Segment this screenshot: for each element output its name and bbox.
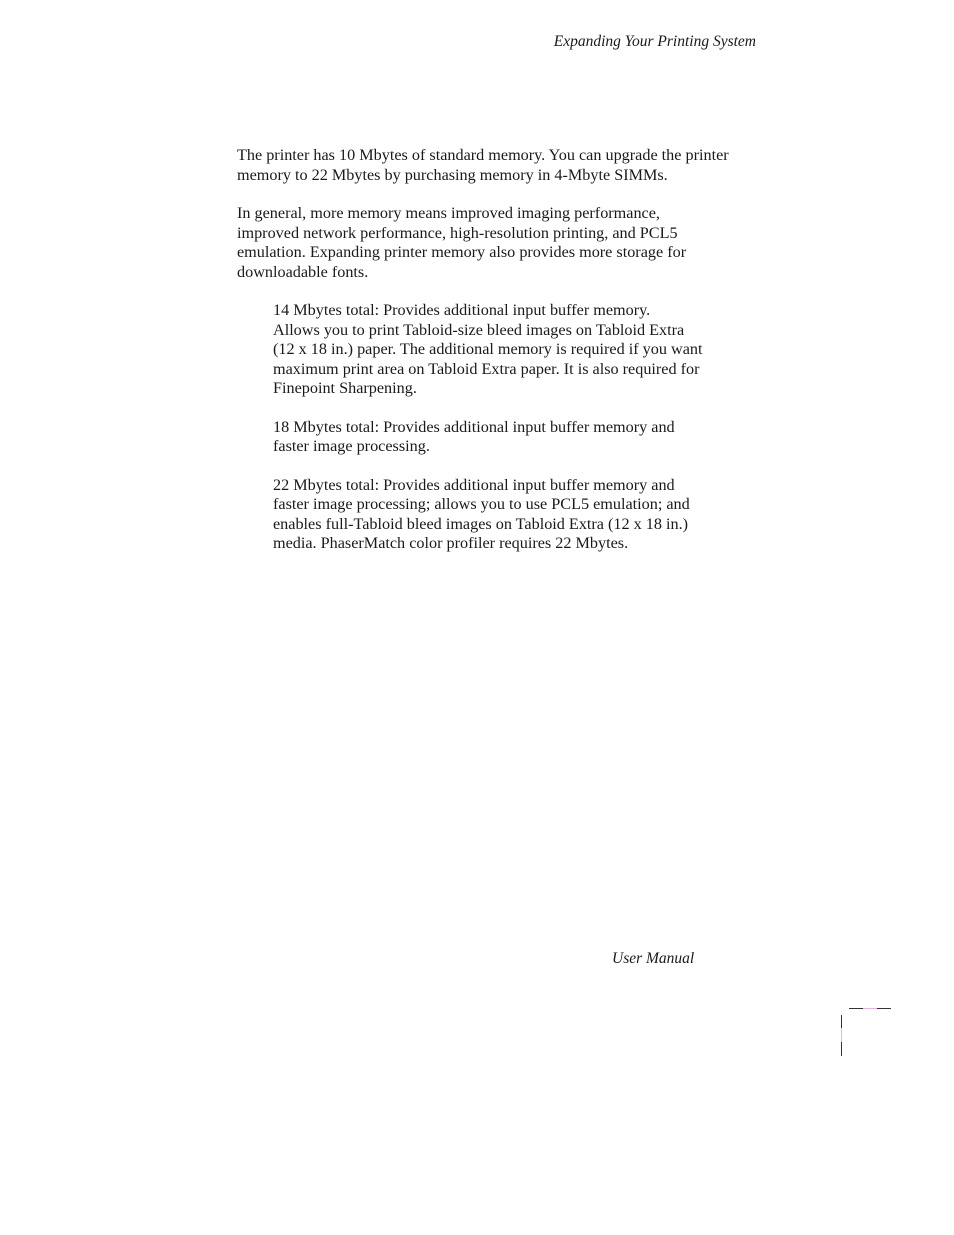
footer-title: User Manual — [612, 950, 695, 967]
intro-paragraph — [237, 146, 797, 185]
text-line: In general, more memory means improved imaging performance, — [237, 204, 660, 222]
body-content — [237, 146, 797, 573]
text-line: The printer has 10 Mbytes of standard memory. You can upgrade the printer — [237, 146, 729, 164]
text-line: faster image processing; allows you to use PCL5 emulation; and — [273, 495, 690, 513]
text-line: media. PhaserMatch color profiler requires 22 Mbytes. — [273, 534, 629, 552]
general-paragraph — [237, 204, 797, 282]
text-line: maximum print area on Tabloid Extra paper. It is also required for — [273, 359, 700, 378]
crop-mark-vertical-accent — [841, 1028, 842, 1042]
crop-mark-horizontal-accent — [863, 1008, 877, 1009]
text-line: enables full-Tabloid bleed images on Tabloid Extra (12 x 18 in.) — [273, 514, 689, 533]
text-line: emulation. Expanding printer memory also provides more storage for — [237, 243, 687, 261]
text-line: downloadable fonts. — [237, 262, 369, 281]
text-line: Allows you to print Tabloid-size bleed images on Tabloid Extra — [273, 320, 685, 339]
text-line: faster image processing. — [273, 437, 430, 455]
crop-mark-vertical — [841, 1015, 842, 1028]
option-14-mbytes — [273, 301, 763, 399]
crop-mark-horizontal — [877, 1008, 891, 1009]
text-line: memory to 22 Mbytes by purchasing memory in 4-Mbyte SIMMs. — [237, 165, 668, 184]
text-line: 22 Mbytes total: Provides additional input buffer memory and — [273, 475, 675, 494]
option-18-mbytes — [273, 418, 763, 457]
text-line: (12 x 18 in.) paper. The additional memory is required if you want — [273, 340, 703, 358]
crop-mark-horizontal — [849, 1008, 863, 1009]
running-header: Expanding Your Printing System — [553, 33, 756, 50]
text-line: Finepoint Sharpening. — [273, 379, 417, 397]
text-line: improved network performance, high-resolution printing, and PCL5 — [237, 223, 678, 242]
crop-mark-vertical — [841, 1042, 842, 1056]
text-line: 14 Mbytes total: Provides additional input buffer memory. — [273, 301, 651, 319]
option-22-mbytes — [273, 476, 763, 554]
text-line: 18 Mbytes total: Provides additional input buffer memory and — [273, 417, 675, 436]
